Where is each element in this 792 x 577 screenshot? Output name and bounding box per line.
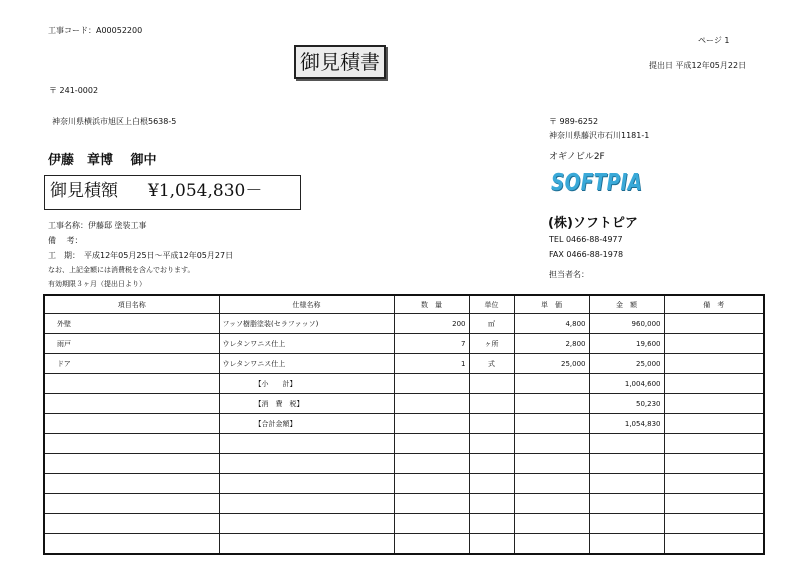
column-header-notes: 備 考	[664, 295, 764, 314]
cell-unit-price	[514, 534, 589, 555]
cell-spec: フッソ樹脂塗装(セラファッソ)	[219, 314, 394, 334]
company-name: (株)ソフトピア	[548, 216, 638, 231]
table-row	[44, 534, 764, 555]
table-row	[44, 414, 764, 434]
column-header-unit-price: 単 価	[514, 295, 589, 314]
cell-quantity	[394, 514, 469, 534]
cell-quantity	[394, 414, 469, 434]
remarks: 備 考：	[48, 236, 83, 245]
cell-spec: 【小 計】	[219, 374, 394, 394]
cell-unit	[469, 514, 514, 534]
cell-unit	[469, 374, 514, 394]
estimate-amount-value: ¥1,054,830－	[148, 181, 263, 201]
cell-quantity: 200	[394, 314, 469, 334]
cell-item	[44, 394, 219, 414]
table-row	[44, 514, 764, 534]
cell-amount	[589, 514, 664, 534]
cell-spec	[219, 474, 394, 494]
cell-item	[44, 494, 219, 514]
cell-unit	[469, 534, 514, 555]
client-postal-code: 〒 241-0002	[49, 86, 99, 95]
document-title: 御見積書	[294, 45, 386, 79]
cell-item	[44, 474, 219, 494]
cell-unit-price	[514, 414, 589, 434]
cell-spec	[219, 494, 394, 514]
cell-unit: ヶ所	[469, 334, 514, 354]
cell-amount: 1,004,600	[589, 374, 664, 394]
cell-spec	[219, 514, 394, 534]
cell-unit: ㎡	[469, 314, 514, 334]
client-name: 伊藤 章博 御中	[48, 153, 157, 168]
cell-item: 外壁	[44, 314, 219, 334]
table-row	[44, 494, 764, 514]
table-row	[44, 434, 764, 454]
cell-notes	[664, 514, 764, 534]
cell-amount: 19,600	[589, 334, 664, 354]
company-address-line2: オギノビル2F	[549, 152, 605, 162]
cell-amount	[589, 434, 664, 454]
column-header-spec: 仕様名称	[219, 295, 394, 314]
cell-quantity	[394, 374, 469, 394]
cell-item: ドア	[44, 354, 219, 374]
cell-unit	[469, 474, 514, 494]
cell-unit	[469, 494, 514, 514]
cell-amount	[589, 494, 664, 514]
company-tel: TEL 0466-88-4977	[549, 235, 623, 244]
cell-spec: ウレタンワニス仕上	[219, 334, 394, 354]
column-header-quantity: 数 量	[394, 295, 469, 314]
cell-spec	[219, 534, 394, 555]
cell-quantity	[394, 394, 469, 414]
cell-item	[44, 434, 219, 454]
cell-quantity: 7	[394, 334, 469, 354]
project-name: 工事名称：伊藤邸 塗装工事	[48, 221, 147, 230]
cell-unit-price: 4,800	[514, 314, 589, 334]
cell-notes	[664, 434, 764, 454]
company-postal-code: 〒 989-6252	[549, 117, 599, 126]
cell-quantity	[394, 534, 469, 555]
cell-unit-price	[514, 474, 589, 494]
cell-item	[44, 454, 219, 474]
cell-amount: 1,054,830	[589, 414, 664, 434]
cell-quantity	[394, 454, 469, 474]
estimate-amount-label: 御見積額	[50, 181, 118, 201]
cell-amount: 25,000	[589, 354, 664, 374]
company-address-line1: 神奈川県藤沢市石川1181-1	[549, 131, 650, 140]
cell-amount	[589, 454, 664, 474]
cell-spec	[219, 434, 394, 454]
cell-item	[44, 374, 219, 394]
cell-unit-price	[514, 394, 589, 414]
cell-unit	[469, 434, 514, 454]
cell-unit-price	[514, 514, 589, 534]
cell-notes	[664, 494, 764, 514]
construction-period: 工 期： 平成12年05月25日～平成12年05月27日	[48, 251, 234, 260]
cell-notes	[664, 314, 764, 334]
company-fax: FAX 0466-88-1978	[549, 250, 624, 259]
validity-period: 有効期限３ヶ月（提出日より）	[48, 280, 146, 288]
cell-notes	[664, 474, 764, 494]
cell-amount	[589, 534, 664, 555]
table-row	[44, 394, 764, 414]
cell-quantity	[394, 494, 469, 514]
cell-spec	[219, 454, 394, 474]
cell-notes	[664, 454, 764, 474]
cell-spec: ウレタンワニス仕上	[219, 354, 394, 374]
table-row	[44, 374, 764, 394]
column-header-amount: 金 額	[589, 295, 664, 314]
cell-notes	[664, 394, 764, 414]
cell-notes	[664, 354, 764, 374]
cell-amount	[589, 474, 664, 494]
cell-quantity	[394, 434, 469, 454]
cell-amount: 50,230	[589, 394, 664, 414]
contact-person: 担当者名：	[549, 270, 589, 279]
cell-notes	[664, 534, 764, 555]
cell-unit-price	[514, 454, 589, 474]
cell-item	[44, 514, 219, 534]
cell-item	[44, 414, 219, 434]
table-header-row	[44, 295, 764, 314]
table-row	[44, 314, 764, 334]
table-row	[44, 474, 764, 494]
cell-notes	[664, 334, 764, 354]
column-header-unit: 単位	[469, 295, 514, 314]
estimate-table	[43, 294, 765, 555]
cell-unit: 式	[469, 354, 514, 374]
cell-unit-price	[514, 494, 589, 514]
cell-item	[44, 534, 219, 555]
page-number: ページ 1	[698, 36, 730, 45]
project-code: 工事コード：A00052200	[48, 26, 143, 35]
cell-unit	[469, 394, 514, 414]
table-row	[44, 454, 764, 474]
cell-unit-price: 25,000	[514, 354, 589, 374]
client-address: 神奈川県横浜市旭区上白根5638-5	[52, 117, 177, 126]
cell-amount: 960,000	[589, 314, 664, 334]
estimate-amount-box	[44, 175, 301, 210]
cell-spec: 【消 費 税】	[219, 394, 394, 414]
column-header-item: 項目名称	[44, 295, 219, 314]
submission-date: 提出日 平成12年05月22日	[649, 61, 747, 70]
cell-unit	[469, 454, 514, 474]
cell-notes	[664, 414, 764, 434]
table-row	[44, 354, 764, 374]
cell-unit	[469, 414, 514, 434]
cell-notes	[664, 374, 764, 394]
cell-item: 雨戸	[44, 334, 219, 354]
cell-quantity: 1	[394, 354, 469, 374]
cell-unit-price	[514, 434, 589, 454]
cell-quantity	[394, 474, 469, 494]
cell-spec: 【合計金額】	[219, 414, 394, 434]
cell-unit-price: 2,800	[514, 334, 589, 354]
table-row	[44, 334, 764, 354]
tax-note: なお、上記金額には消費税を含んでおります。	[48, 266, 195, 274]
company-logo: SOFTPIA	[551, 170, 643, 196]
cell-unit-price	[514, 374, 589, 394]
